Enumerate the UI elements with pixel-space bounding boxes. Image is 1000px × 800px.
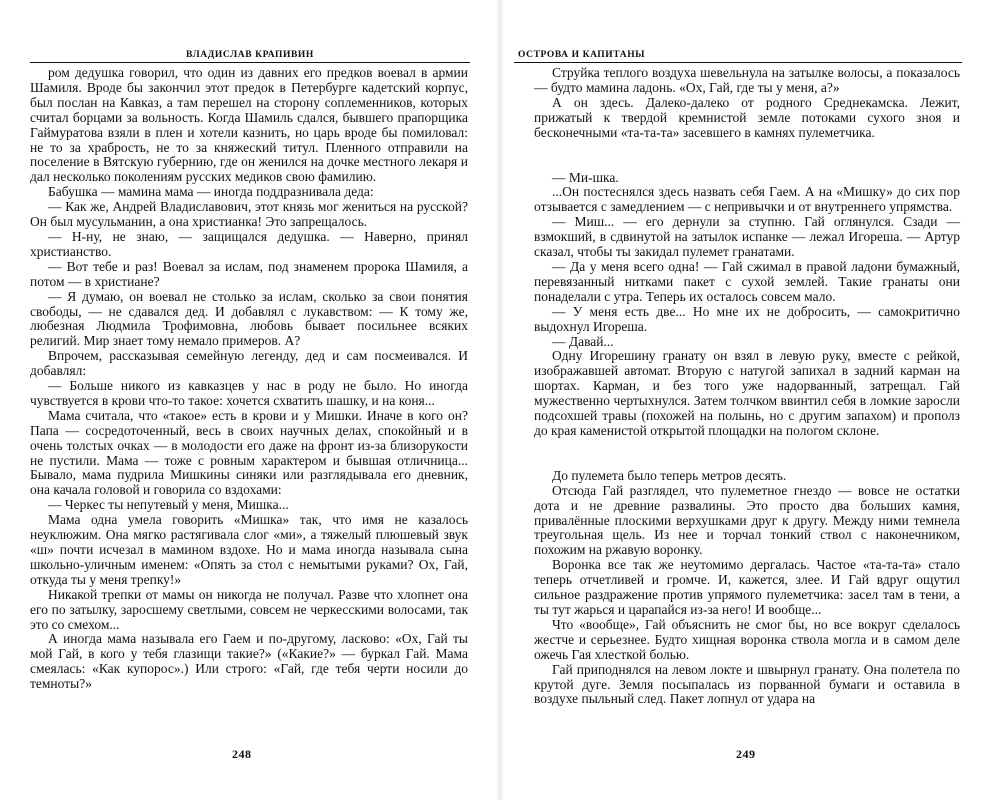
paragraph: Одну Игорешину гранату он взял в левую руку, вместе с рейкой, изображавшей автомат. Вторую с натугой запихал в задний карман на шортах. Карман, и без того уже надорванный, затрещал. Гай мужественно чертыхнулся. Затем толчком ввинтил себя в ломкие заросли подсохшей травы (похожей на полынь, но с другим запахом) и прополз до края каменистой открытой площадки на пологом склоне. xyxy=(534,348,960,438)
paragraph: — Н-ну, не знаю, — защищался дедушка. — Наверно, принял христианство. xyxy=(30,228,468,259)
paragraph: — Черкес ты непутевый у меня, Мишка... xyxy=(48,497,289,513)
running-header-right xyxy=(514,48,962,63)
paragraph: ром дедушка говорил, что один из давних его предков воевал в армии Шамиля. Вроде бы закончил этот предок в Петербурге кадетский корпус, был послан на Кавказ, а там перешел на сторону соплеменников, которых считал борцами за вольность. Когда Шамиль сдался, бывшего прапорщика Гаймуратова взяли в плен и хотели казнить, но царь вроде бы помиловал: не то за храбрость, не то за княжеский титул. Пленного отправили на поселение в Вятскую губернию, где он женился на дочке местного лекаря и дал несколько поколениям русских медиков свою фамилию. xyxy=(30,65,468,185)
paragraph: А иногда мама называла его Гаем и по-другому, ласково: «Ох, Гай ты мой Гай, в кого у тебя глазищи такие?» («Какие?» — буркал Гай. Мама смеялась: «Как купорос».) Или строго: «Гай, где тебя черти носили до темноты?» xyxy=(30,631,468,692)
page-number-left: 248 xyxy=(232,747,252,761)
paragraph: — Я думаю, он воевал не столько за ислам, сколько за свои понятия свободы, — не сдавался дед. И добавлял с лукавством: — К тому же, любезная Людмила Трофимовна, любовь бывает посильнее всяких религий. Мир знает тому немало примеров. А? xyxy=(30,288,468,349)
right-page xyxy=(500,0,1000,800)
section-break xyxy=(534,141,960,171)
paragraph: Отсюда Гай разглядел, что пулеметное гнездо — вовсе не остатки дота и не древние развалины. Это просто два больших камня, привалённые плоскими верхушками друг к другу. Между ними темнела треугольная щель. Из нее и торчал тонкий ствол с наконечником, похожим на ржавую воронку. xyxy=(534,482,960,558)
paragraph: — Да у меня всего одна! — Гай сжимал в правой ладони бумажный, перевязанный нитками пакет с сухой землей. Такие гранаты они понаделали с утра. Теперь их осталось совсем мало. xyxy=(534,258,960,304)
paragraph: — Миш... — его дернули за ступню. Гай оглянулся. Сзади — взмокший, в сдвинутой на затылок испанке — лежал Игореша. — Артур сказал, чтобы ты закидал пулемет гранатами. xyxy=(534,214,960,260)
book-title: ОСТРОВА И КАПИТАНЫ xyxy=(518,50,646,60)
author-name: ВЛАДИСЛАВ КРАПИВИН xyxy=(186,50,314,60)
page-number-right: 249 xyxy=(736,747,756,761)
paragraph: До пулемета было теперь метров десять. xyxy=(552,467,787,483)
paragraph: Воронка все так же неутомимо дергалась. Частое «та-та-та» стало теперь отчетливей и громче. И, кажется, злее. И Гай вдруг ощутил сильное раздражение против упрямого пулеметчика: засел там в тени, а ты тут жарься и царапайся из-за него! И вообще... xyxy=(534,557,960,617)
left-page-text xyxy=(30,66,468,692)
paragraph: — Вот тебе и раз! Воевал за ислам, под знаменем пророка Шамиля, а потом — в христиане? xyxy=(30,258,468,289)
paragraph: — Как же, Андрей Владиславович, этот князь мог жениться на русской? Он был мусульманин, а она христианка! Это запрещалось. xyxy=(30,199,468,230)
paragraph: А он здесь. Далеко-далеко от родного Среднекамска. Лежит, прижатый к твердой кремнистой земле потоками сухого зноя и бесконечными «та-та-та» засевшего в камнях пулеметчика. xyxy=(534,94,960,140)
paragraph: — Ми-шка. xyxy=(552,169,619,185)
paragraph: Гай приподнялся на левом локте и швырнул гранату. Она полетела по крутой дуге. Земля посыпалась из порванной бумаги и оставила в воздухе пыльный след. Пакет лопнул от удара на xyxy=(534,661,960,707)
paragraph: Что «вообще», Гай объяснить не смог бы, но все вокруг сделалось жестче и серьезнее. Будто хищная воронка ствола могла и в самом деле ожечь Гая хлесткой болью. xyxy=(534,616,960,662)
right-page-text xyxy=(534,66,960,707)
paragraph: Впрочем, рассказывая семейную легенду, дед и сам посмеивался. И добавлял: xyxy=(30,348,468,379)
paragraph: — Больше никого из кавказцев у нас в роду не было. Но иногда чувствуется в крови что-то такое: хочется схватить шашку, и на коня... xyxy=(30,378,468,408)
paragraph: Мама считала, что «такое» есть в крови и у Мишки. Иначе в кого он? Папа — сосредоточенный, весь в своих научных делах, спокойный и в очень толстых очках — в молодости его даже на фронт из-за близорукости не пустили. Мама — тоже с ровным характером и бывшая отличница... Бывало, мама пудрила Мишкины синяки или разглядывала его дневник, она качала головой и говорила со вздохами: xyxy=(30,407,468,498)
paragraph: — Давай... xyxy=(552,333,614,349)
paragraph: Мама одна умела говорить «Мишка» так, что имя не казалось неуклюжим. Она мягко растягивала слог «ми», а тяжелый плюшевый звук «ш» почти исчезал в мамином вздохе. Но и мама иногда называла сына школьно-уличным именем: «Опять за стол с немытыми руками? Ох, Гай, откуда ты у меня трепку!» xyxy=(30,512,468,587)
paragraph: Никакой трепки от мамы он никогда не получал. Разве что хлопнет она его по затылку, заросшему светлыми, совсем не черкесскими волосами, так это со смехом... xyxy=(30,586,468,632)
section-break xyxy=(534,439,960,469)
paragraph: — У меня есть две... Но мне их не добросить, — самокритично выдохнул Игореша. xyxy=(534,303,960,334)
paragraph: ...Он постеснялся здесь назвать себя Гаем. А на «Мишку» до сих пор отзывается с замедлением — с непривычки и от внутреннего упрямства. xyxy=(534,184,960,215)
paragraph: Струйка теплого воздуха шевельнула на затылке волосы, а показалось — будто мамина ладонь. «Ох, Гай, где ты у меня, а?» xyxy=(534,65,960,95)
running-header-left xyxy=(30,48,470,63)
paragraph: Бабушка — мамина мама — иногда поддразнивала деда: xyxy=(48,184,374,200)
